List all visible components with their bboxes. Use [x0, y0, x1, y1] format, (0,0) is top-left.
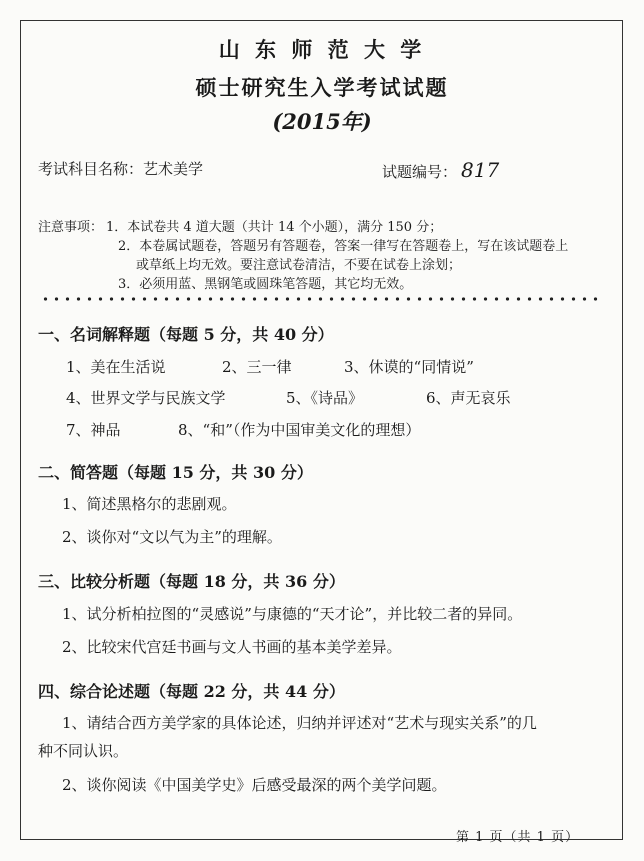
section-2-heading: 二、简答题（每题 15 分，共 30 分）	[38, 463, 313, 482]
s1-item-2: 2、三一律	[222, 358, 292, 376]
s1-item-1: 1、美在生活说	[66, 358, 166, 376]
section-4-heading: 四、综合论述题（每题 22 分，共 44 分）	[38, 682, 345, 701]
notes-label: 注意事项：	[38, 220, 104, 235]
s1-item-5: 5、《诗品》	[286, 389, 364, 407]
note-line-2b: 或草纸上均无效。要注意试卷清洁，不要在试卷上涂划；	[136, 258, 462, 273]
s1-item-8: 8、“和”（作为中国审美文化的理想）	[178, 421, 421, 439]
s1-item-4: 4、世界文学与民族文学	[66, 389, 226, 407]
exam-code-value: 817	[461, 158, 500, 182]
s1-item-3: 3、休谟的“同情说”	[344, 358, 474, 376]
exam-code-label: 试题编号：	[382, 163, 458, 181]
s1-item-6: 6、声无哀乐	[426, 389, 511, 407]
s4-item-2: 2、谈你阅读《中国美学史》后感受最深的两个美学问题。	[62, 776, 447, 794]
exam-code	[382, 158, 499, 182]
exam-notes	[38, 218, 618, 294]
exam-year: (2015年)	[272, 109, 372, 134]
section-1-heading: 一、名词解释题（每题 5 分，共 40 分）	[38, 325, 334, 344]
s2-item-2: 2、谈你对“文以气为主”的理解。	[62, 528, 282, 546]
exam-title: 硕士研究生入学考试试题	[195, 75, 449, 100]
university-name: 山 东 师 范 大 学	[218, 37, 426, 62]
note-line-2: 2．本卷属试题卷，答题另有答题卷，答案一律写在答题卷上，写在该试题卷上	[118, 239, 569, 254]
note-line-1: 1．本试卷共 4 道大题（共计 14 个小题），满分 150 分；	[106, 220, 443, 235]
section-3-heading: 三、比较分析题（每题 18 分，共 36 分）	[38, 572, 345, 591]
s3-item-2: 2、比较宋代宫廷书画与文人书画的基本美学差异。	[62, 638, 402, 656]
subject-name: 考试科目名称：艺术美学	[38, 160, 204, 178]
note-line-3: 3．必须用蓝、黑钢笔或圆珠笔答题，其它均无效。	[118, 277, 413, 292]
page-footer: 第 1 页（共 1 页）	[456, 830, 580, 845]
s3-item-1: 1、试分析柏拉图的“灵感说”与康德的“天才论”，并比较二者的异同。	[62, 605, 523, 623]
s2-item-1: 1、简述黑格尔的悲剧观。	[62, 495, 237, 513]
s1-item-7: 7、神品	[66, 421, 121, 439]
s4-item-1-cont: 种不同认识。	[38, 742, 129, 760]
dotted-divider	[40, 296, 600, 302]
s4-item-1: 1、请结合西方美学家的具体论述，归纳并评述对“艺术与现实关系”的几	[62, 714, 537, 732]
